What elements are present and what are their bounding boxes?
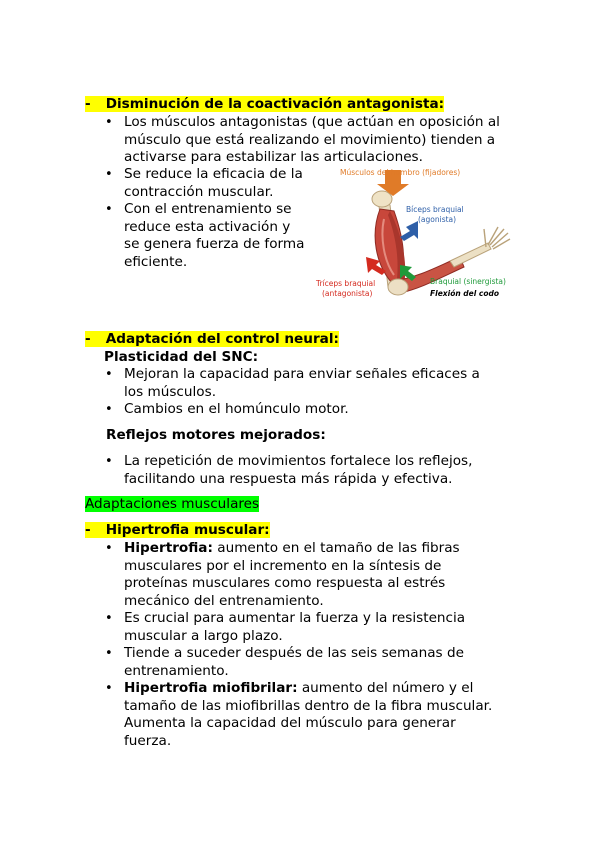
plasticidad-list bbox=[105, 366, 496, 419]
heading-coactivacion: - Disminución de la coactivación antagonista: bbox=[85, 96, 445, 112]
list-item: • Es crucial para aumentar la fuerza y la resistencia muscular a largo plazo. bbox=[105, 610, 466, 644]
list-item: • Con el entrenamiento se reduce esta activación y se genera fuerza de forma eficiente. bbox=[105, 201, 305, 270]
label-shoulder: Músculos del hombro (fijadores) bbox=[340, 168, 461, 177]
list-item: • Hipertrofia: aumento en el tamaño de las fibras musculares por el incremento en la síntesis de proteínas musculares como respuesta al estrés mecánico del entrenamiento. bbox=[105, 540, 460, 609]
coactivacion-list-top bbox=[105, 114, 504, 167]
heading-hipertrofia: - Hipertrofia muscular: bbox=[85, 522, 270, 538]
subheading-plasticidad: Plasticidad del SNC: bbox=[104, 349, 259, 365]
label-biceps: Bíceps braquial bbox=[406, 205, 464, 214]
label-braquial: Braquial (sinergista) bbox=[430, 277, 506, 286]
list-item: • Cambios en el homúnculo motor. bbox=[105, 401, 349, 417]
list-item: • Hipertrofia miofibrilar: aumento del número y el tamaño de las miofibrillas dentro de la fibra muscular. Aumenta la capacidad del músculo para generar fuerza. bbox=[105, 680, 493, 749]
heading-coactivacion-text: Disminución de la coactivación antagonista: bbox=[105, 96, 445, 112]
label-triceps-role: (antagonista) bbox=[322, 289, 373, 298]
list-item: • Mejoran la capacidad para enviar señales eficaces a los músculos. bbox=[105, 366, 480, 400]
label-triceps: Tríceps braquial bbox=[316, 279, 376, 288]
list-item: • Tiende a suceder después de las seis semanas de entrenamiento. bbox=[105, 645, 464, 679]
label-biceps-role: (agonista) bbox=[418, 215, 457, 224]
hipertrofia-list bbox=[105, 540, 499, 750]
heading-control-neural: - Adaptación del control neural: bbox=[85, 331, 339, 347]
section-title-adaptaciones: Adaptaciones musculares bbox=[85, 496, 260, 512]
heading-hipertrofia-text: Hipertrofia muscular: bbox=[105, 522, 270, 538]
list-item: • Los músculos antagonistas (que actúan en oposición al músculo que está realizando el movimiento) tienden a activarse para estabilizar las articulaciones. bbox=[105, 114, 500, 165]
arm-flexion-figure bbox=[310, 165, 520, 307]
heading-control-neural-text: Adaptación del control neural: bbox=[105, 331, 339, 347]
subheading-reflejos: Reflejos motores mejorados: bbox=[106, 427, 326, 443]
coactivacion-list-side bbox=[105, 166, 308, 271]
reflejos-list bbox=[105, 453, 474, 488]
list-item: • Se reduce la eficacia de la contracción muscular. bbox=[105, 166, 303, 200]
biceps-arrow-icon bbox=[400, 221, 418, 241]
label-flexion: Flexión del codo bbox=[430, 289, 500, 298]
list-item: • La repetición de movimientos fortalece los reflejos, facilitando una respuesta más rápida y efectiva. bbox=[105, 453, 473, 487]
